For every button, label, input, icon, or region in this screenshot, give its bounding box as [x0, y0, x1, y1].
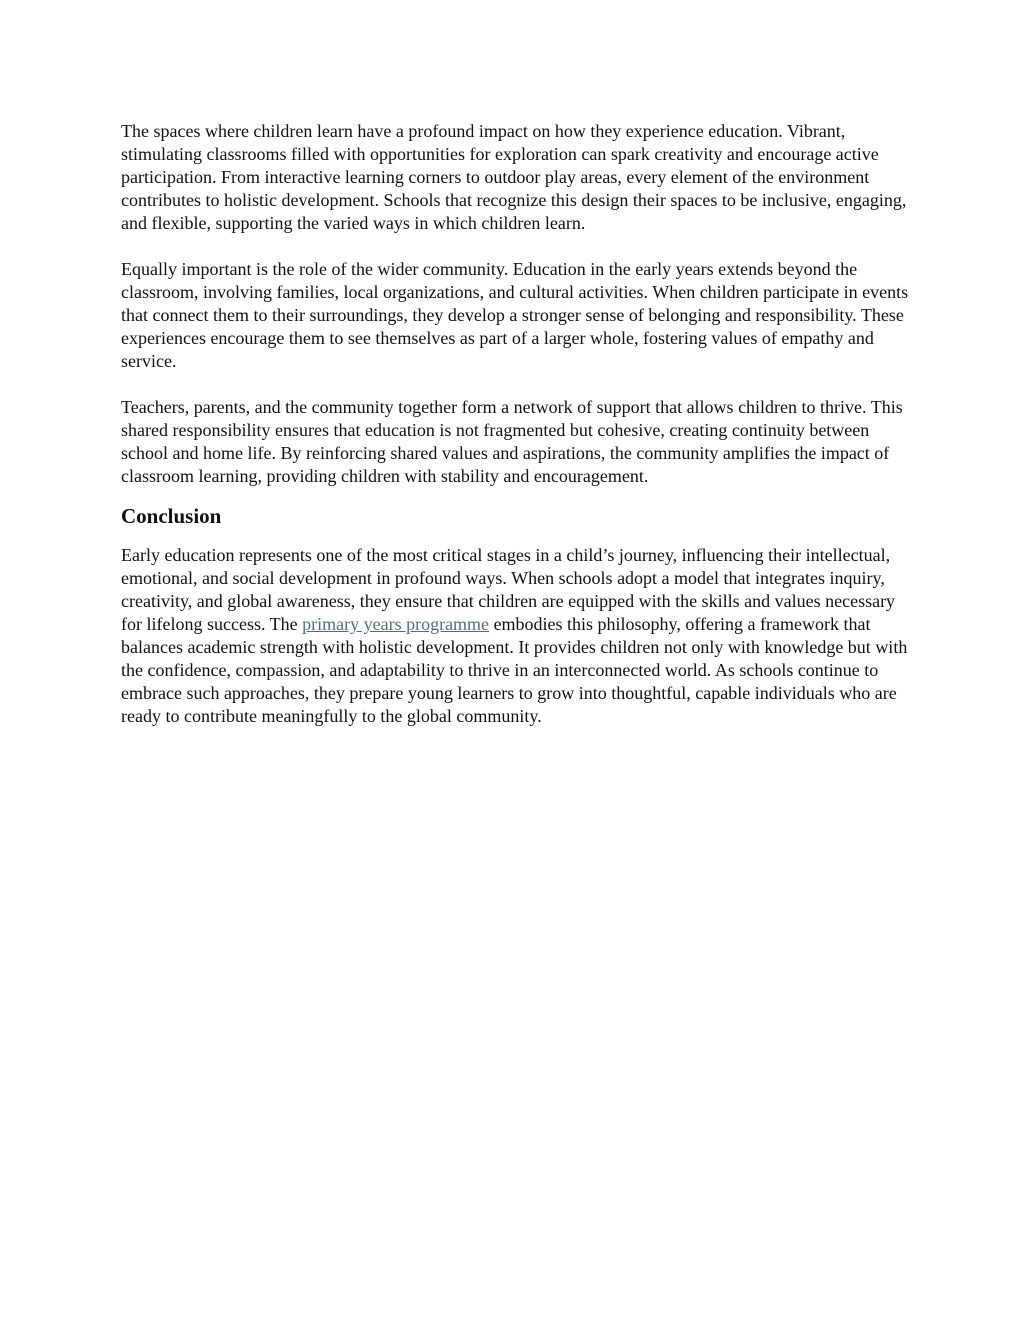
document-page — [121, 120, 911, 728]
primary-years-programme-link[interactable]: primary years programme — [302, 614, 490, 634]
paragraph-conclusion — [121, 544, 911, 728]
paragraph-spacer — [121, 235, 911, 258]
paragraph-support-network: Teachers, parents, and the community together form a network of support that allows children to thrive. This shared responsibility ensures that education is not fragmented but cohesive, creating continuity between school and home life. By reinforcing shared values and aspirations, the community amplifies the impact of classroom learning, providing children with stability and encouragement. — [121, 397, 903, 486]
conclusion-heading: Conclusion — [121, 504, 222, 528]
paragraph-community-role: Equally important is the role of the wider community. Education in the early years extends beyond the classroom, involving families, local organizations, and cultural activities. When children participate in events that connect them to their surroundings, they develop a stronger sense of belonging and responsibility. These experiences encourage them to see themselves as part of a larger whole, fostering values of empathy and service. — [121, 259, 909, 371]
conclusion-text-end: embodies this philosophy, offering a framework that balances academic strength with holistic development. It provides children not only with knowledge but with the confidence, compassion, and adaptability to thrive in an interconnected world. As schools continue to embrace such approaches, they prepare young learners to grow into thoughtful, capable individuals who are ready to contribute meaningfully to the global community. — [121, 614, 908, 726]
paragraph-learning-spaces: The spaces where children learn have a profound impact on how they experience education. Vibrant, stimulating classrooms filled with opportunities for exploration can spark creativity and encourage active participation. From interactive learning corners to outdoor play areas, every element of the environment contributes to holistic development. Schools that recognize this design their spaces to be inclusive, engaging, and flexible, supporting the varied ways in which children learn. — [121, 121, 907, 233]
paragraph-spacer — [121, 373, 911, 396]
conclusion-text-start: Early education represents one of the most critical stages in a child’s journey, influencing their intellectual, emotional, and social development in profound ways. When schools adopt a model that integrates inquiry, creativity, and global awareness, they ensure that children are equipped with the skills and values necessary for lifelong success. The — [121, 545, 896, 634]
